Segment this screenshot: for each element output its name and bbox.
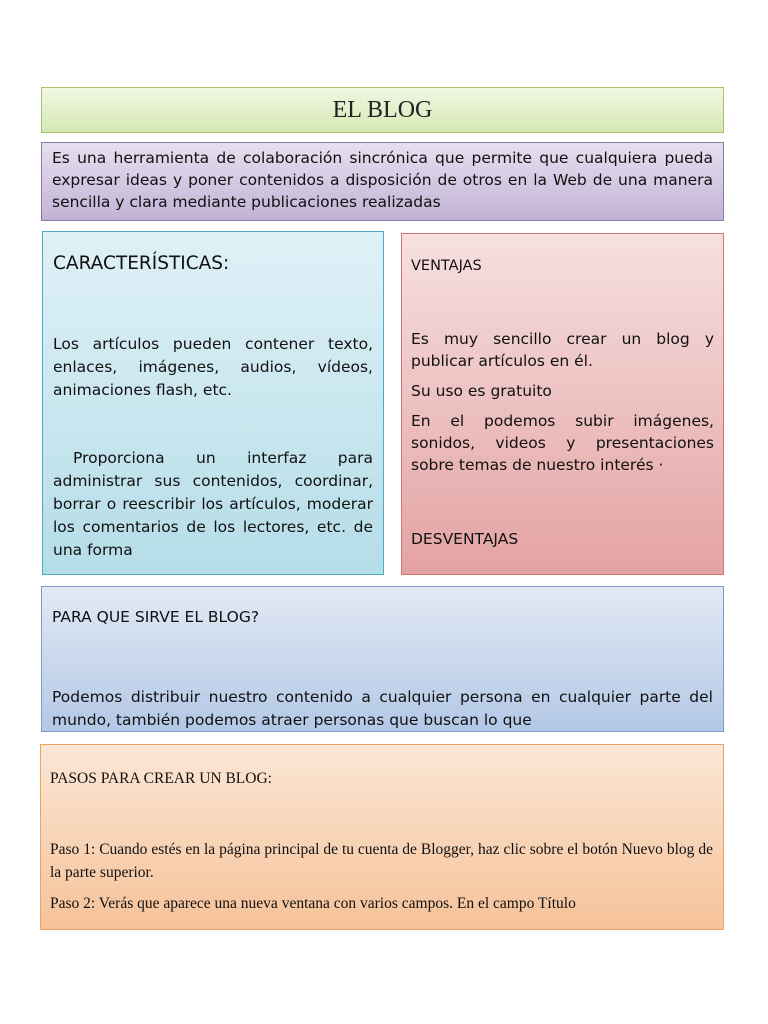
ventajas-item: Es muy sencillo crear un blog y publicar artículos en él.	[411, 330, 714, 370]
pasos-box	[40, 744, 724, 930]
caracteristicas-paragraph-2: Proporciona un interfaz para administrar sus contenidos, coordinar, borrar o reescribir los artículos, moderar los comentarios de los lectores, etc. de una forma	[53, 449, 373, 559]
intro-box	[41, 142, 724, 221]
ventajas-box	[401, 233, 724, 575]
intro-text: Es una herramienta de colaboración sincrónica que permite que cualquiera pueda expresar ideas y poner contenidos a disposición de otros en la Web de una manera sencilla y clara mediante publicaciones realizadas	[52, 149, 713, 211]
para-que-text: Podemos distribuir nuestro contenido a cualquier persona en cualquier parte del mundo, también podemos atraer personas que buscan lo que	[52, 688, 713, 729]
ventajas-item: Su uso es gratuito	[411, 382, 552, 400]
para-que-heading: PARA QUE SIRVE EL BLOG?	[52, 608, 260, 626]
paso-2: Paso 2: Verás que aparece una nueva ventana con varios campos. En el campo Título	[50, 895, 576, 912]
pasos-heading: PASOS PARA CREAR UN BLOG:	[50, 770, 272, 787]
ventajas-item: En el podemos subir imágenes, sonidos, videos y presentaciones sobre temas de nuestro interés ·	[411, 412, 714, 474]
caracteristicas-box	[42, 231, 384, 575]
caracteristicas-paragraph-1: Los artículos pueden contener texto, enlaces, imágenes, audios, vídeos, animaciones flash, etc.	[53, 335, 373, 399]
para-que-box	[41, 586, 724, 732]
page-title: EL BLOG	[332, 96, 433, 123]
title-box	[41, 87, 724, 133]
caracteristicas-heading: CARACTERÍSTICAS:	[53, 253, 230, 274]
paso-1: Paso 1: Cuando estés en la página principal de tu cuenta de Blogger, haz clic sobre el botón Nuevo blog de la parte superior.	[50, 841, 713, 881]
desventajas-heading: DESVENTAJAS	[411, 530, 519, 548]
ventajas-heading: VENTAJAS	[411, 258, 482, 274]
